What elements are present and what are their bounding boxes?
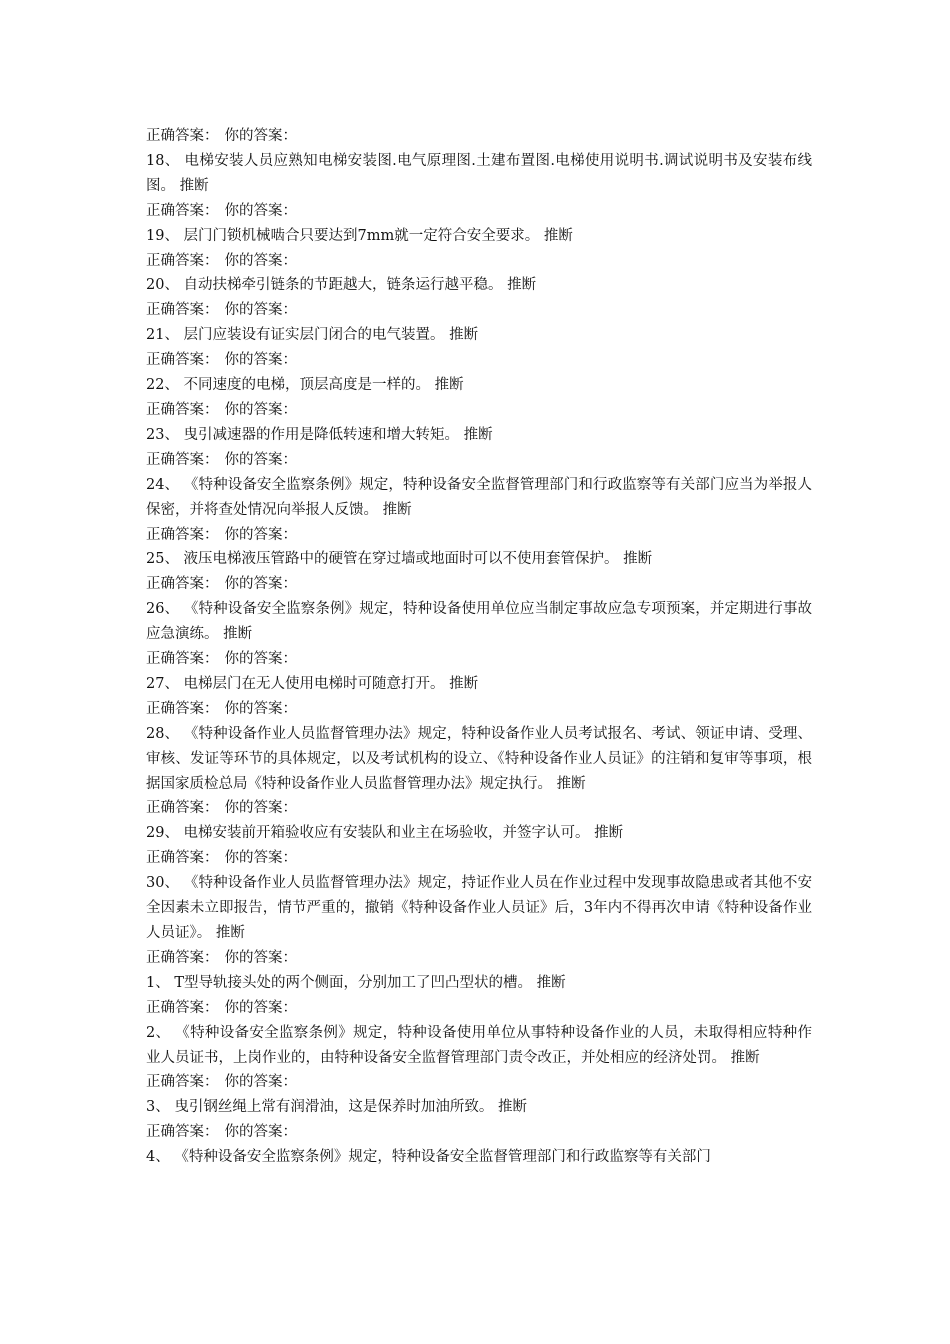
your-answer-label: 你的答案： [224, 401, 297, 418]
answer-line [146, 298, 812, 323]
answer-line [146, 946, 812, 971]
question-text: 26、 《特种设备安全监察条例》规定，特种设备使用单位应当制定事故应急专项预案，并定期进行事故应急演练。 推断 [146, 601, 812, 643]
correct-answer-label: 正确答案： [146, 651, 219, 668]
question-text: 22、 不同速度的电梯，顶层高度是一样的。 推断 [146, 377, 464, 394]
question-text: 2、 《特种设备安全监察条例》规定，特种设备使用单位从事特种设备作业的人员，未取得相应特种作业人员证书，上岗作业的，由特种设备安全监督管理部门责令改正，并处相应的经济处罚。 推断 [146, 1024, 812, 1066]
your-answer-label: 你的答案： [224, 202, 297, 219]
correct-answer-label: 正确答案： [146, 526, 219, 543]
question-text: 24、 《特种设备安全监察条例》规定，特种设备安全监督管理部门和行政监察等有关部门应当为举报人保密，并将查处情况向举报人反馈。 推断 [146, 476, 812, 518]
your-answer-label: 你的答案： [224, 800, 297, 817]
correct-answer-label: 正确答案： [146, 999, 219, 1016]
your-answer-label: 你的答案： [224, 526, 297, 543]
answer-line [146, 523, 812, 548]
question-text: 21、 层门应装设有证实层门闭合的电气装置。 推断 [146, 327, 479, 344]
your-answer-label: 你的答案： [224, 700, 297, 717]
question-text: 28、 《特种设备作业人员监督管理办法》规定，特种设备作业人员考试报名、考试、领证申请、受理、审核、发证等环节的具体规定，以及考试机构的设立、《特种设备作业人员证》的注销和复审等事项，根据国家质检总局《特种设备作业人员监督管理办法》规定执行。 推断 [146, 725, 812, 792]
your-answer-label: 你的答案： [224, 352, 297, 369]
question-list [146, 124, 812, 1170]
correct-answer-label: 正确答案： [146, 576, 219, 593]
question-text: 20、 自动扶梯牵引链条的节距越大，链条运行越平稳。 推断 [146, 277, 537, 294]
correct-answer-label: 正确答案： [146, 949, 219, 966]
answer-line [146, 199, 812, 224]
question-text: 25、 液压电梯液压管路中的硬管在穿过墙或地面时可以不使用套管保护。 推断 [146, 551, 653, 568]
answer-line [146, 448, 812, 473]
correct-answer-label: 正确答案： [146, 352, 219, 369]
correct-answer-label: 正确答案： [146, 700, 219, 717]
answer-line [146, 124, 812, 149]
correct-answer-label: 正确答案： [146, 202, 219, 219]
correct-answer-label: 正确答案： [146, 850, 219, 867]
question-text: 23、 曳引减速器的作用是降低转速和增大转矩。 推断 [146, 426, 493, 443]
answer-line [146, 398, 812, 423]
answer-line [146, 1120, 812, 1145]
your-answer-label: 你的答案： [224, 252, 297, 269]
answer-line [146, 1070, 812, 1095]
answer-line [146, 796, 812, 821]
your-answer-label: 你的答案： [224, 999, 297, 1016]
your-answer-label: 你的答案： [224, 1074, 297, 1091]
correct-answer-label: 正确答案： [146, 401, 219, 418]
correct-answer-label: 正确答案： [146, 451, 219, 468]
correct-answer-label: 正确答案： [146, 800, 219, 817]
answer-line [146, 249, 812, 274]
correct-answer-label: 正确答案： [146, 1074, 219, 1091]
your-answer-label: 你的答案： [224, 302, 297, 319]
correct-answer-label: 正确答案： [146, 128, 219, 144]
question-text: 4、 《特种设备安全监察条例》规定，特种设备安全监督管理部门和行政监察等有关部门 [146, 1149, 711, 1166]
your-answer-label: 你的答案： [224, 451, 297, 468]
question-text: 27、 电梯层门在无人使用电梯时可随意打开。 推断 [146, 675, 479, 692]
question-text: 19、 层门门锁机械啮合只要达到7mm就一定符合安全要求。 推断 [146, 227, 573, 244]
your-answer-label: 你的答案： [224, 949, 297, 966]
correct-answer-label: 正确答案： [146, 302, 219, 319]
your-answer-label: 你的答案： [224, 651, 297, 668]
answer-line [146, 647, 812, 672]
your-answer-label: 你的答案： [224, 576, 297, 593]
answer-line [146, 846, 812, 871]
question-text: 3、 曳引钢丝绳上常有润滑油，这是保养时加油所致。 推断 [146, 1099, 527, 1116]
answer-line [146, 572, 812, 597]
question-text: 30、 《特种设备作业人员监督管理办法》规定，持证作业人员在作业过程中发现事故隐患或者其他不安全因素未立即报告，情节严重的，撤销《特种设备作业人员证》后，3年内不得再次申请《特种设备作业人员证》。 推断 [146, 875, 812, 941]
your-answer-label: 你的答案： [224, 128, 297, 144]
answer-line [146, 697, 812, 722]
question-text: 18、 电梯安装人员应熟知电梯安装图.电气原理图.土建布置图.电梯使用说明书.调试说明书及安装布线图。 推断 [146, 152, 812, 194]
answer-line [146, 348, 812, 373]
answer-line [146, 996, 812, 1021]
your-answer-label: 你的答案： [224, 850, 297, 867]
your-answer-label: 你的答案： [224, 1124, 297, 1141]
correct-answer-label: 正确答案： [146, 252, 219, 269]
correct-answer-label: 正确答案： [146, 1124, 219, 1141]
question-text: 29、 电梯安装前开箱验收应有安装队和业主在场验收，并签字认可。 推断 [146, 825, 624, 842]
question-text: 1、 T型导轨接头处的两个侧面，分别加工了凹凸型状的槽。 推断 [146, 974, 566, 991]
